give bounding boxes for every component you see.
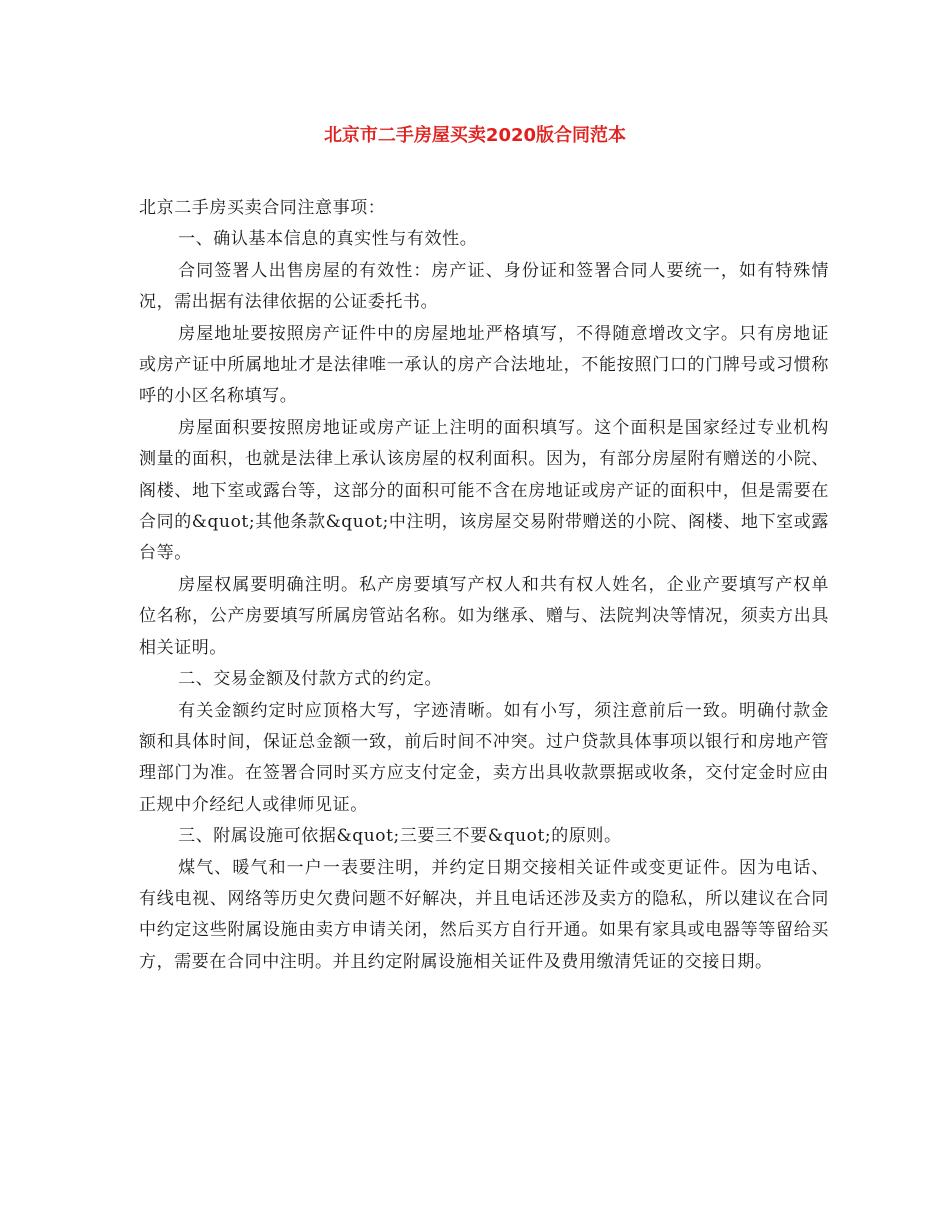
paragraph-section-3-heading: 三、附属设施可依据&quot;三要三不要&quot;的原则。 bbox=[178, 826, 622, 847]
paragraph-house-area: 房屋面积要按照房地证或房产证上注明的面积填写。这个面积是国家经过专业机构测量的面积，也就是法律上承认该房屋的权利面积。因为，有部分房屋附有赠送的小院、阁楼、地下室或露台等，这部分的面积可能不含在房地证或房产证的面积中，但是需要在合同的&quot;其他条款&quot;中注明，该房屋交易附带赠送的小院、阁楼、地下室或露台等。 bbox=[139, 417, 829, 564]
paragraph-section-2-heading: 二、交易金额及付款方式的约定。 bbox=[178, 669, 443, 690]
paragraph-house-ownership: 房屋权属要明确注明。私产房要填写产权人和共有权人姓名，企业产要填写产权单位名称，公产房要填写所属房管站名称。如为继承、赠与、法院判决等情况，须卖方出具相关证明。 bbox=[139, 574, 829, 658]
paragraph-signer-validity: 合同签署人出售房屋的有效性：房产证、身份证和签署合同人要统一，如有特殊情况，需出据有法律依据的公证委托书。 bbox=[139, 260, 829, 313]
paragraph-house-address: 房屋地址要按照房产证件中的房屋地址严格填写，不得随意增改文字。只有房地证或房产证中所属地址才是法律唯一承认的房产合法地址，不能按照门口的门牌号或习惯称呼的小区名称填写。 bbox=[139, 323, 829, 407]
document-title: 北京市二手房屋买卖2020版合同范本 bbox=[323, 125, 627, 146]
paragraph-payment-amount: 有关金额约定时应顶格大写，字迹清晰。如有小写，须注意前后一致。明确付款金额和具体时间，保证总金额一致，前后时间不冲突。过户贷款具体事项以银行和房地产管理部门为准。在签署合同时买方应支付定金，卖方出具收款票据或收条，交付定金时应由正规中介经纪人或律师见证。 bbox=[139, 700, 829, 815]
paragraph-notice-heading: 北京二手房买卖合同注意事项： bbox=[139, 198, 386, 218]
paragraph-facilities: 煤气、暖气和一户一表要注明，并约定日期交接相关证件或变更证件。因为电话、有线电视、网络等历史欠费问题不好解决，并且电话还涉及卖方的隐私，所以建议在合同中约定这些附属设施由卖方申请关闭，然后买方自行开通。如果有家具或电器等等留给买方，需要在合同中注明。并且约定附属设施相关证件及费用缴清凭证的交接日期。 bbox=[139, 857, 829, 972]
document-body bbox=[139, 193, 829, 978]
paragraph-section-1-heading: 一、确认基本信息的真实性与有效性。 bbox=[178, 229, 478, 250]
